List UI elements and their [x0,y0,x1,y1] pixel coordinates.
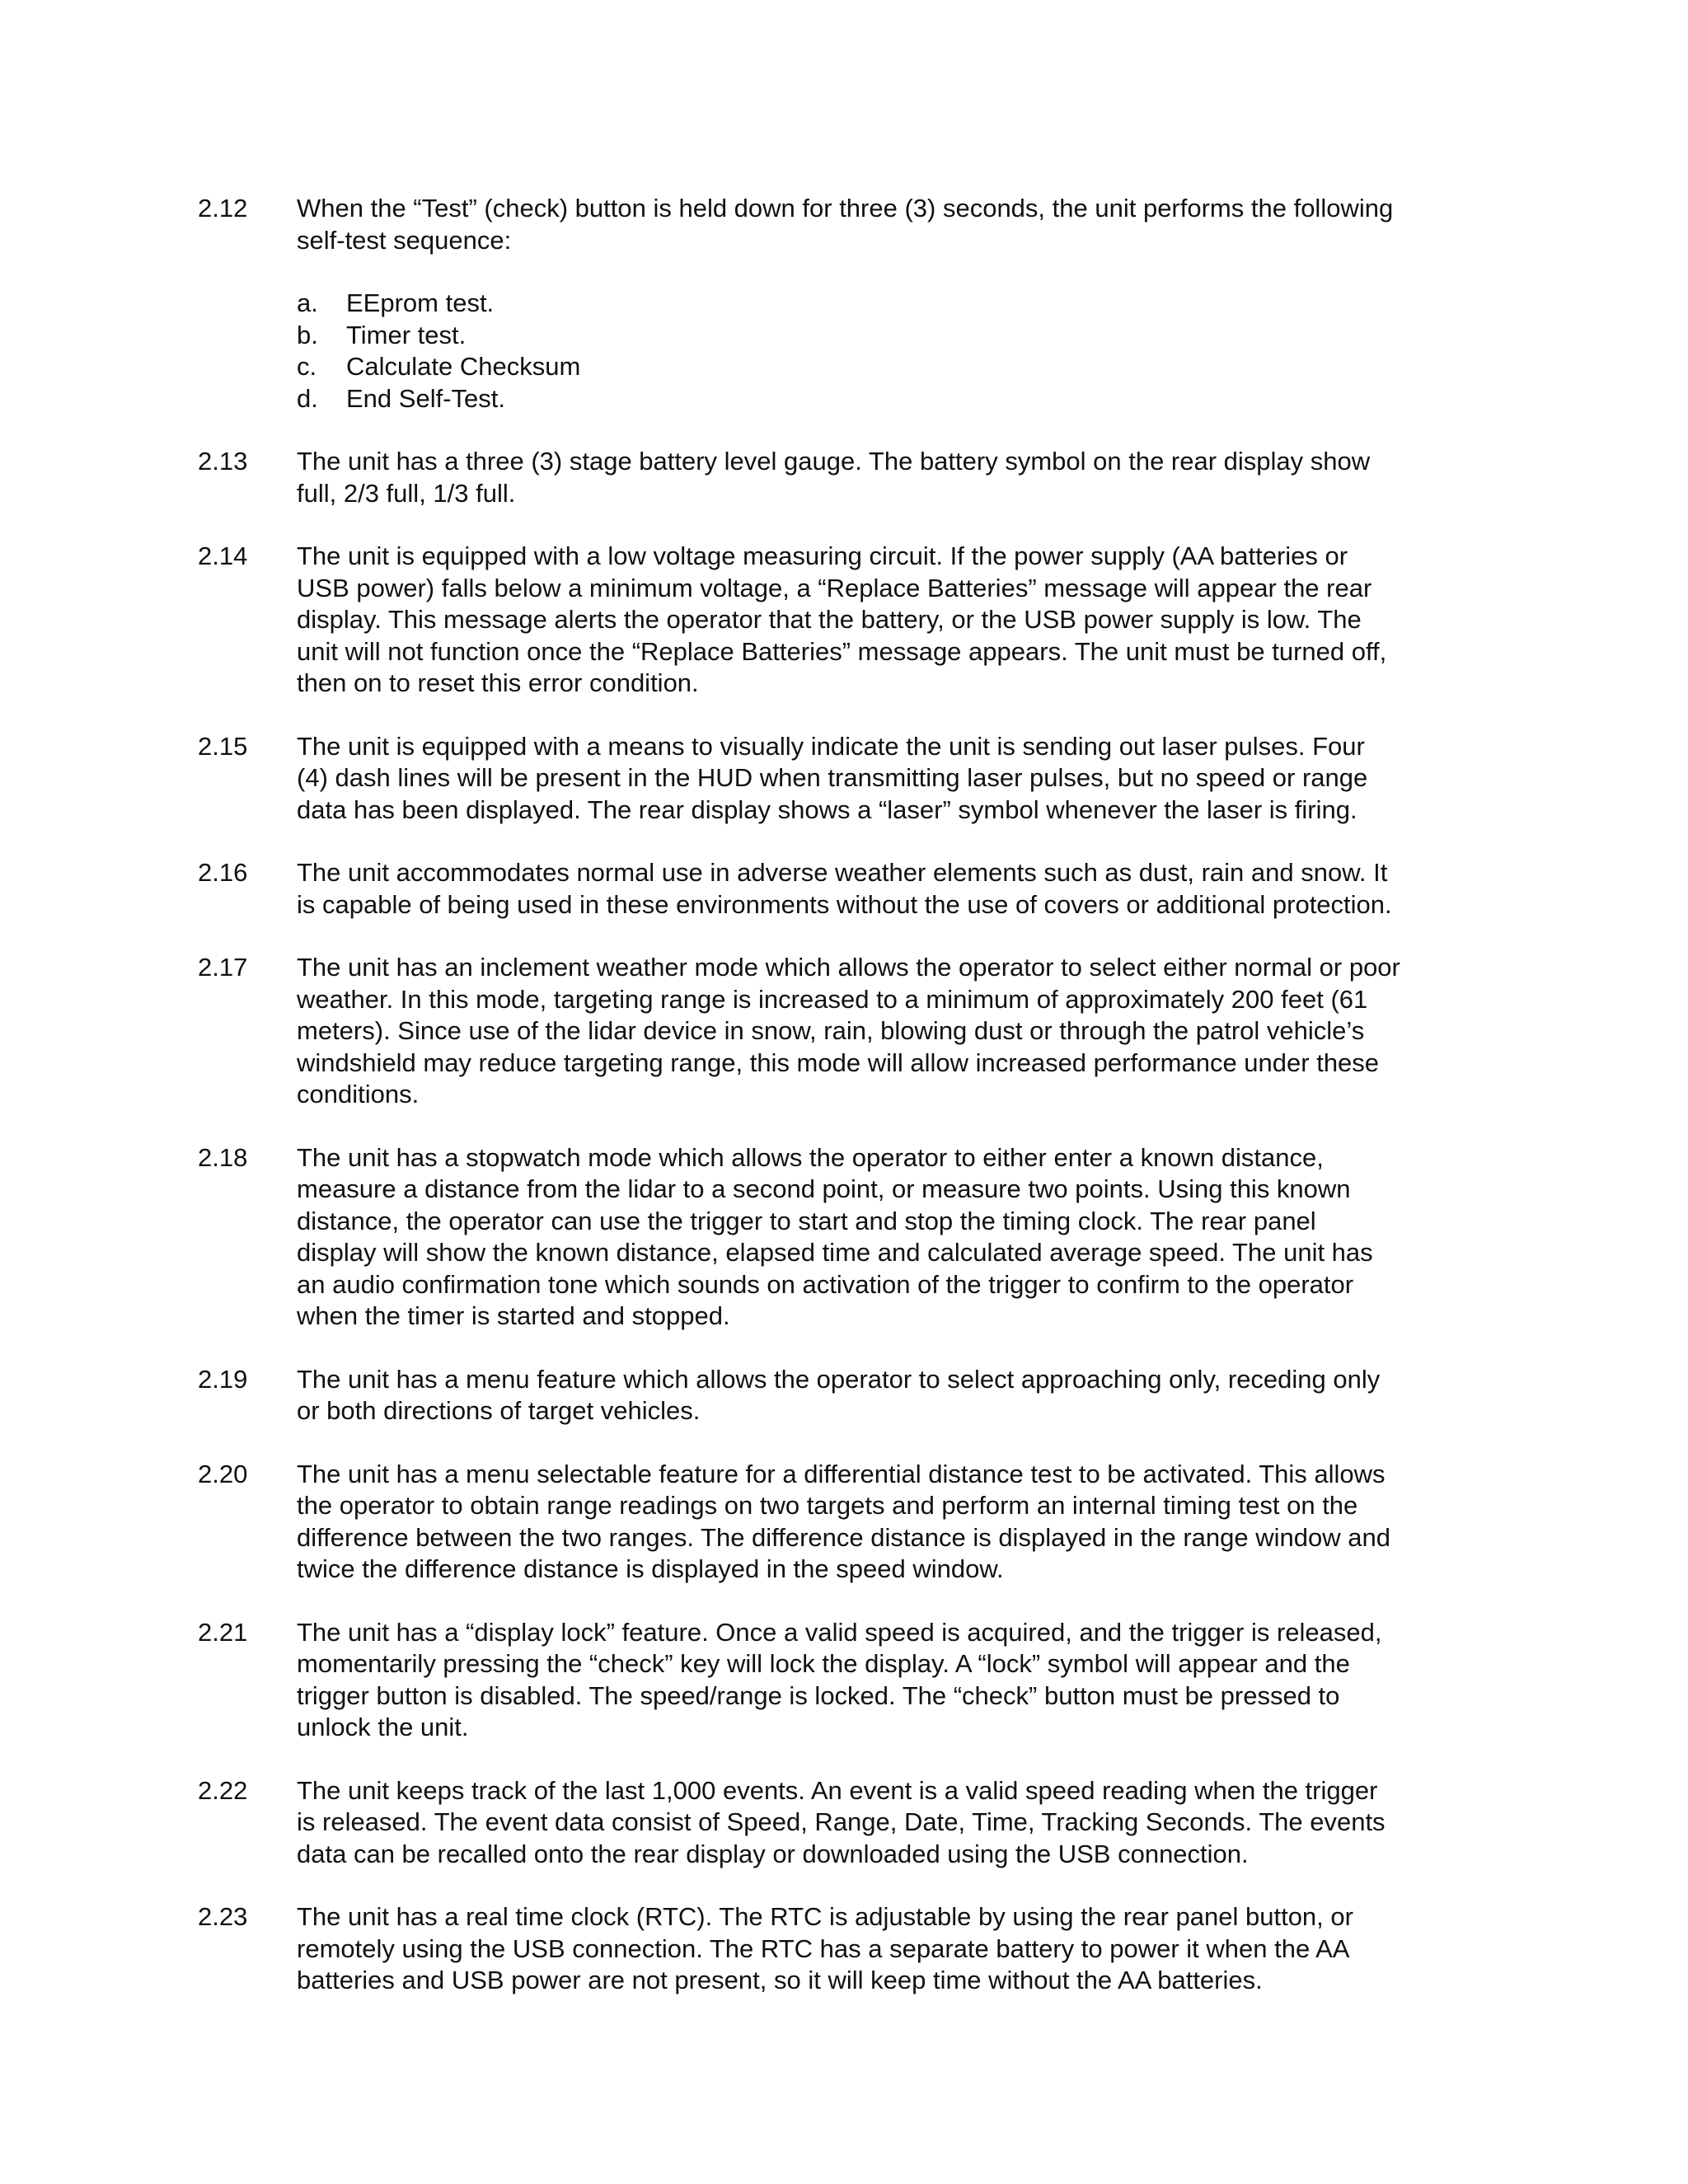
section-2-15 [198,731,1500,827]
text-line: or both directions of target vehicles. [297,1396,701,1425]
list-item-letter: d. [297,383,318,413]
document-content [198,193,1500,2028]
section-2-16 [198,857,1500,921]
text-line: batteries and USB power are not present, so it will keep time without the AA batteries. [297,1966,1263,1994]
section-text [297,446,1500,509]
text-line: The unit accommodates normal use in adverse weather elements such as dust, rain and snow. It [297,858,1388,887]
text-line: data has been displayed. The rear display shows a “laser” symbol whenever the laser is firing. [297,794,1357,824]
text-line: then on to reset this error condition. [297,668,699,697]
text-line: measure a distance from the lidar to a second point, or measure two points. Using this known [297,1174,1351,1203]
section-text [297,1775,1500,1871]
section-2-19 [198,1364,1500,1427]
list-item-text: EEprom test. [346,288,495,317]
text-line: is released. The event data consist of Speed, Range, Date, Time, Tracking Seconds. The events [297,1807,1386,1836]
text-line: The unit keeps track of the last 1,000 events. An event is a valid speed reading when the trigger [297,1775,1378,1805]
section-2-17 [198,952,1500,1111]
text-line: when the timer is started and stopped. [297,1301,730,1330]
section-text [297,952,1500,1111]
text-line: conditions. [297,1080,420,1108]
text-line: USB power) falls below a minimum voltage, a “Replace Batteries” message will appear the rear [297,573,1372,602]
section-2-14 [198,541,1500,700]
text-line: unlock the unit. [297,1713,469,1741]
section-number: 2.12 [198,194,248,223]
text-line: When the “Test” (check) button is held down for three (3) seconds, the unit performs the following [297,194,1394,223]
list-item-text: End Self-Test. [346,383,505,413]
section-2-12 [198,193,1500,415]
section-text [297,1142,1500,1333]
section-text [297,1459,1500,1586]
text-line: The unit has a stopwatch mode which allows the operator to either enter a known distance, [297,1142,1324,1172]
text-line: The unit is equipped with a low voltage measuring circuit. If the power supply (AA batteries or [297,541,1348,570]
section-number: 2.17 [198,953,248,982]
section-text [297,193,1500,415]
section-2-20 [198,1459,1500,1586]
text-line: The unit has a menu selectable feature for a differential distance test to be activated. This allows [297,1459,1386,1488]
section-number: 2.21 [198,1617,248,1647]
section-number: 2.23 [198,1902,248,1931]
section-number: 2.18 [198,1142,248,1172]
text-line: The unit has a real time clock (RTC). The RTC is adjustable by using the rear panel button, or [297,1902,1353,1931]
section-text [297,1617,1500,1744]
text-line: twice the difference distance is displayed in the speed window. [297,1554,1004,1583]
text-line: distance, the operator can use the trigger to start and stop the timing clock. The rear panel [297,1206,1316,1235]
text-line: full, 2/3 full, 1/3 full. [297,478,516,508]
list-item [297,288,1500,320]
text-line: (4) dash lines will be present in the HUD when transmitting laser pulses, but no speed or range [297,763,1368,792]
list-item-text: Timer test. [346,320,467,349]
text-line: display will show the known distance, elapsed time and calculated average speed. The unit has [297,1238,1373,1267]
section-text [297,1364,1500,1427]
section-number: 2.20 [198,1459,248,1488]
section-text [297,1901,1500,1997]
text-line: The unit has a “display lock” feature. Once a valid speed is acquired, and the trigger is released, [297,1617,1382,1647]
text-line: windshield may reduce targeting range, this mode will allow increased performance under these [297,1047,1380,1077]
section-2-21 [198,1617,1500,1744]
section-text [297,731,1500,827]
text-line: difference between the two ranges. The difference distance is displayed in the range window and [297,1522,1390,1552]
text-line: data can be recalled onto the rear display or downloaded using the USB connection. [297,1839,1249,1868]
section-2-22 [198,1775,1500,1871]
text-line: unit will not function once the “Replace Batteries” message appears. The unit must be turned off, [297,636,1387,666]
section-2-13 [198,446,1500,509]
section-number: 2.22 [198,1775,248,1805]
text-line: an audio confirmation tone which sounds on activation of the trigger to confirm to the operator [297,1269,1354,1299]
section-2-23 [198,1901,1500,1997]
text-line: The unit has a menu feature which allows the operator to select approaching only, receding only [297,1364,1381,1394]
text-line: display. This message alerts the operator that the battery, or the USB power supply is low. The [297,605,1362,634]
text-line: self-test sequence: [297,225,512,255]
list-item [297,351,1500,383]
section-number: 2.19 [198,1364,248,1394]
section-number: 2.14 [198,541,248,570]
list-item-letter: a. [297,288,318,317]
section-text [297,541,1500,700]
text-line: weather. In this mode, targeting range is increased to a minimum of approximately 200 feet (61 [297,984,1368,1014]
text-line: is capable of being used in these environments without the use of covers or additional protection. [297,889,1392,919]
text-line: remotely using the USB connection. The RTC has a separate battery to power it when the AA [297,1933,1350,1963]
text-line: The unit has an inclement weather mode which allows the operator to select either normal or poor [297,953,1400,982]
section-number: 2.16 [198,858,248,887]
list-item-text: Calculate Checksum [346,352,581,381]
text-line: momentarily pressing the “check” key will lock the display. A “lock” symbol will appear and the [297,1649,1350,1678]
section-text [297,857,1500,921]
list-item-letter: b. [297,320,318,349]
text-line: meters). Since use of the lidar device in snow, rain, blowing dust or through the patrol vehicle’s [297,1016,1365,1045]
list-item-letter: c. [297,352,317,381]
list-item [297,383,1500,415]
section-number: 2.13 [198,447,248,476]
self-test-list [297,288,1500,415]
text-line: The unit is equipped with a means to visually indicate the unit is sending out laser pulses. Four [297,731,1365,761]
section-number: 2.15 [198,731,248,761]
text-line: trigger button is disabled. The speed/range is locked. The “check” button must be pressed to [297,1680,1340,1710]
text-line: the operator to obtain range readings on two targets and perform an internal timing test on the [297,1491,1358,1520]
text-line: The unit has a three (3) stage battery level gauge. The battery symbol on the rear display show [297,447,1371,476]
section-2-18 [198,1142,1500,1333]
list-item [297,320,1500,352]
